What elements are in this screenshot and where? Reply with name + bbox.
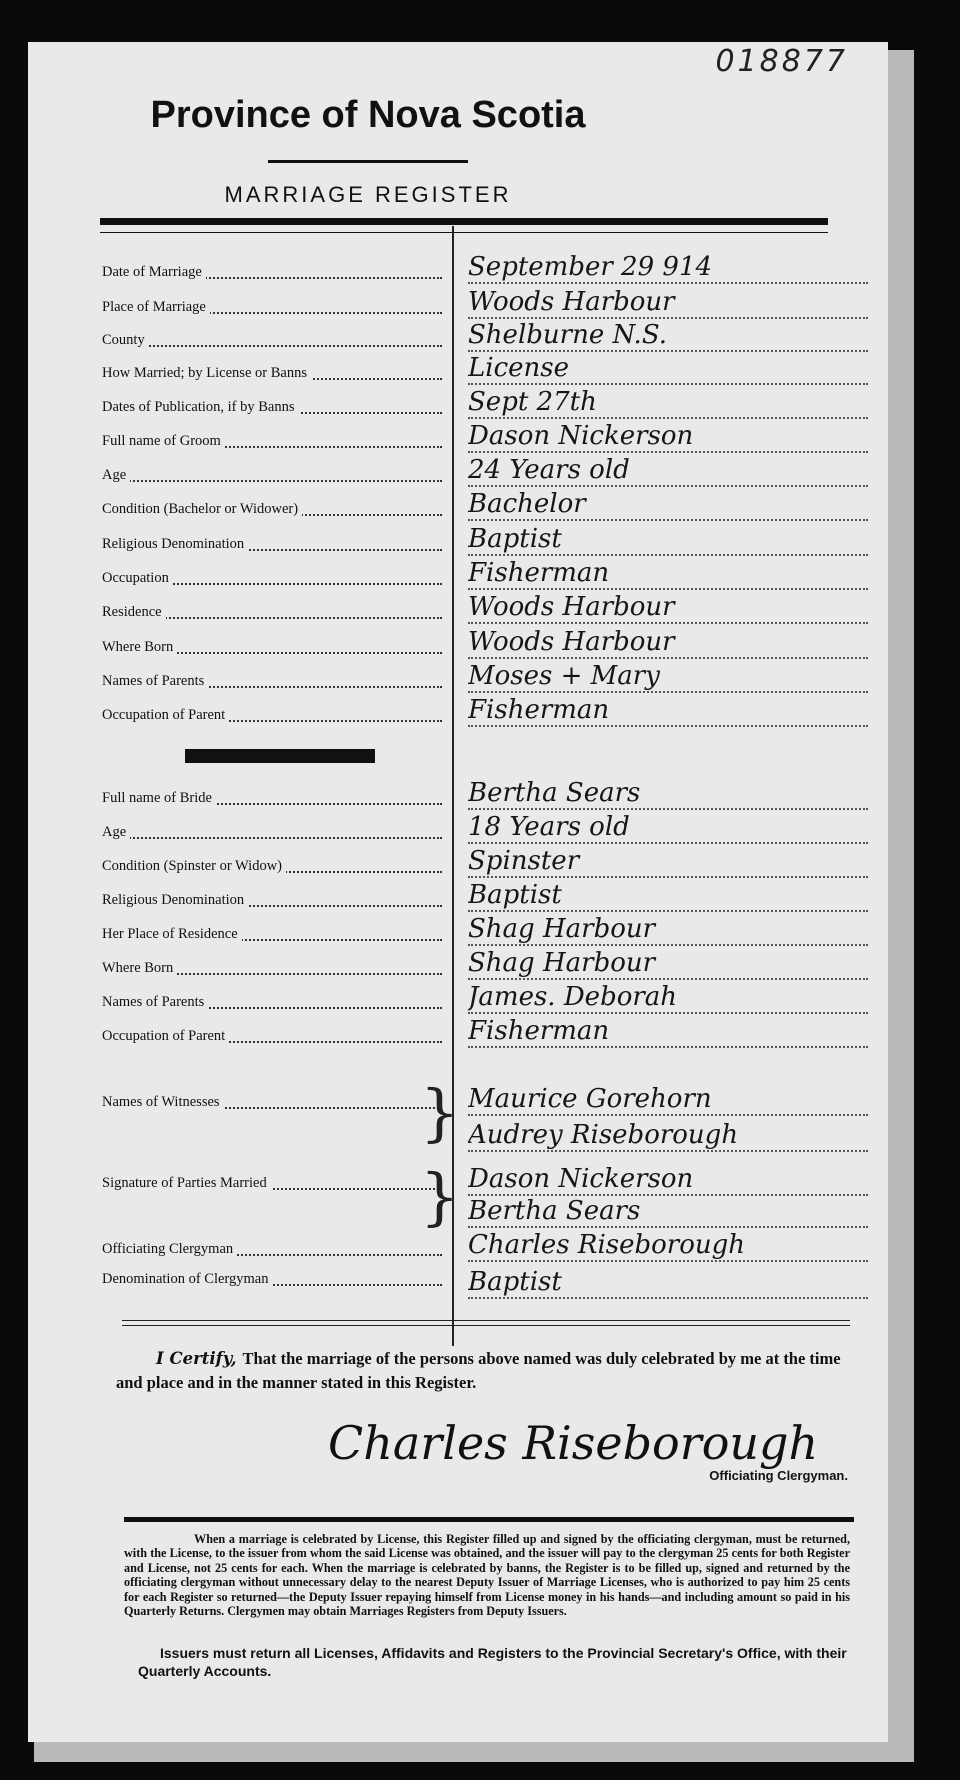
register-subtitle: MARRIAGE REGISTER xyxy=(224,182,512,207)
handwritten-value: James. Deborah xyxy=(468,982,678,1012)
handwritten-value: Baptist xyxy=(468,880,562,910)
field-label-row xyxy=(102,264,454,284)
field-label-row xyxy=(102,604,454,624)
field-label: Names of Parents xyxy=(102,994,208,1010)
header-thin-rule xyxy=(100,232,828,233)
field-label: Denomination of Clergyman xyxy=(102,1271,272,1287)
field-label-row xyxy=(102,467,454,487)
handwritten-value: Fisherman xyxy=(468,695,610,725)
value-leader-dots xyxy=(468,282,868,284)
signature-caption: Officiating Clergyman. xyxy=(709,1468,848,1483)
field-label-row xyxy=(102,501,454,521)
value-leader-dots xyxy=(468,1260,868,1262)
handwritten-value: Shag Harbour xyxy=(468,914,656,944)
leader-dots xyxy=(102,345,442,347)
value-leader-dots xyxy=(468,1012,868,1014)
handwritten-value: Shag Harbour xyxy=(468,948,656,978)
value-leader-dots xyxy=(468,383,868,385)
value-leader-dots xyxy=(468,657,868,659)
field-label-row xyxy=(102,365,454,385)
field-label: Religious Denomination xyxy=(102,892,248,908)
value-leader-dots xyxy=(468,842,868,844)
value-leader-dots xyxy=(468,1150,868,1152)
certify-rule-bottom xyxy=(122,1325,850,1326)
value-leader-dots xyxy=(468,1297,868,1299)
value-leader-dots xyxy=(468,451,868,453)
handwritten-value: Bachelor xyxy=(468,489,586,519)
value-leader-dots xyxy=(468,910,868,912)
handwritten-value: Audrey Riseborough xyxy=(468,1120,739,1150)
handwritten-value: Fisherman xyxy=(468,558,610,588)
certify-text: That the marriage of the persons above named was duly celebrated by me at the time and place and in the manner stated in this Register. xyxy=(116,1349,841,1392)
value-leader-dots xyxy=(468,876,868,878)
value-leader-dots xyxy=(468,588,868,590)
handwritten-value: Woods Harbour xyxy=(468,592,675,622)
field-label: How Married; by License or Banns xyxy=(102,365,311,381)
value-leader-dots xyxy=(468,1226,868,1228)
field-label-row xyxy=(102,926,454,946)
handwritten-value: Woods Harbour xyxy=(468,627,675,657)
field-label: County xyxy=(102,332,149,348)
value-leader-dots xyxy=(468,691,868,693)
field-label-row xyxy=(102,332,454,352)
field-label-row xyxy=(102,1175,454,1195)
field-label: Names of Witnesses xyxy=(102,1094,224,1110)
value-leader-dots xyxy=(468,944,868,946)
field-label-row xyxy=(102,570,454,590)
value-leader-dots xyxy=(468,1046,868,1048)
field-label: Where Born xyxy=(102,639,177,655)
handwritten-value: Moses + Mary xyxy=(468,661,660,691)
field-label-row xyxy=(102,299,454,319)
field-label-row xyxy=(102,790,454,810)
leader-dots xyxy=(102,480,442,482)
value-leader-dots xyxy=(468,554,868,556)
field-label: Full name of Bride xyxy=(102,790,216,806)
instructions-notice: When a marriage is celebrated by License, this Register filled up and signed by the officiating clergyman, must be returned, with the License, to the issuer from whom the said License was obtained, and the issuer will pay to the clergyman 25 cents for both Register and License, not 25 cents for each. When the marriage is celebrated by banns, the Register is to be filled up, signed and returned by the officiating clergyman without unnecessary delay to the nearest Deputy Issuer of Marriage Licenses, who is authorized to pay him 25 cents for each Register so returned—the Deputy Issuer repaying himself from License money in his hands—and including amount so paid in his Quarterly Returns. Clergymen may obtain Marriages Registers from Deputy Issuers. xyxy=(124,1532,850,1619)
notice-rule xyxy=(124,1517,854,1522)
certification-statement xyxy=(116,1347,846,1395)
value-leader-dots xyxy=(468,417,868,419)
value-leader-dots xyxy=(468,519,868,521)
value-leader-dots xyxy=(468,317,868,319)
field-label-row xyxy=(102,858,454,878)
field-label: Dates of Publication, if by Banns xyxy=(102,399,299,415)
field-label: Signature of Parties Married xyxy=(102,1175,271,1191)
register-document xyxy=(28,42,888,1742)
field-label: Age xyxy=(102,824,130,840)
field-label-row xyxy=(102,639,454,659)
field-label: Her Place of Residence xyxy=(102,926,242,942)
value-leader-dots xyxy=(468,622,868,624)
handwritten-value: Spinster xyxy=(468,846,580,876)
field-label-row xyxy=(102,1271,454,1291)
clergyman-signature: Charles Riseborough xyxy=(328,1416,819,1470)
handwritten-value: Bertha Sears xyxy=(468,778,641,808)
field-label-row xyxy=(102,536,454,556)
serial-number: 018877 xyxy=(715,44,848,79)
handwritten-value: September 29 914 xyxy=(468,252,713,282)
field-label-row xyxy=(102,707,454,727)
handwritten-value: Shelburne N.S. xyxy=(468,320,667,350)
field-label-row xyxy=(102,960,454,980)
handwritten-value: Bertha Sears xyxy=(468,1196,641,1226)
handwritten-value: Fisherman xyxy=(468,1016,610,1046)
handwritten-value: Maurice Gorehorn xyxy=(468,1084,712,1114)
field-label: Occupation of Parent xyxy=(102,707,229,723)
field-label: Age xyxy=(102,467,130,483)
title-underline xyxy=(268,160,468,163)
field-label: Occupation xyxy=(102,570,173,586)
header-rule xyxy=(100,218,828,225)
field-label-row xyxy=(102,824,454,844)
handwritten-value: Dason Nickerson xyxy=(468,1164,694,1194)
field-label: Officiating Clergyman xyxy=(102,1241,237,1257)
field-label-row xyxy=(102,1028,454,1048)
parties-brace: } xyxy=(420,1160,460,1233)
value-leader-dots xyxy=(468,350,868,352)
field-label: Residence xyxy=(102,604,166,620)
field-label-row xyxy=(102,399,454,419)
certify-rule-top xyxy=(122,1320,850,1321)
value-leader-dots xyxy=(468,978,868,980)
handwritten-value: Woods Harbour xyxy=(468,287,675,317)
field-label-row xyxy=(102,1094,454,1114)
page-title: Province of Nova Scotia xyxy=(150,94,586,136)
field-label-row xyxy=(102,433,454,453)
handwritten-value: Charles Riseborough xyxy=(468,1230,746,1260)
handwritten-value: Dason Nickerson xyxy=(468,421,694,451)
certify-lead: I Certify, xyxy=(156,1349,237,1368)
handwritten-value: 18 Years old xyxy=(468,812,630,842)
field-label: Full name of Groom xyxy=(102,433,225,449)
field-label: Religious Denomination xyxy=(102,536,248,552)
field-label-row xyxy=(102,1241,454,1261)
value-leader-dots xyxy=(468,485,868,487)
value-leader-dots xyxy=(468,725,868,727)
bride-section-bar xyxy=(185,749,375,763)
field-label: Condition (Bachelor or Widower) xyxy=(102,501,302,517)
handwritten-value: Baptist xyxy=(468,1267,562,1297)
field-label-row xyxy=(102,892,454,912)
field-label-row xyxy=(102,673,454,693)
field-label: Occupation of Parent xyxy=(102,1028,229,1044)
leader-dots xyxy=(102,837,442,839)
field-label: Where Born xyxy=(102,960,177,976)
handwritten-value: Sept 27th xyxy=(468,387,597,417)
witnesses-brace: } xyxy=(420,1076,460,1149)
field-label: Date of Marriage xyxy=(102,264,206,280)
handwritten-value: Baptist xyxy=(468,524,562,554)
field-label: Condition (Spinster or Widow) xyxy=(102,858,286,874)
field-label: Names of Parents xyxy=(102,673,208,689)
value-leader-dots xyxy=(468,1114,868,1116)
field-label-row xyxy=(102,994,454,1014)
handwritten-value: License xyxy=(468,353,570,383)
handwritten-value: 24 Years old xyxy=(468,455,630,485)
value-leader-dots xyxy=(468,808,868,810)
issuers-note: Issuers must return all Licenses, Affidavits and Registers to the Provincial Secretary's Office, with their Quarterly Accounts. xyxy=(138,1645,847,1679)
field-label: Place of Marriage xyxy=(102,299,210,315)
